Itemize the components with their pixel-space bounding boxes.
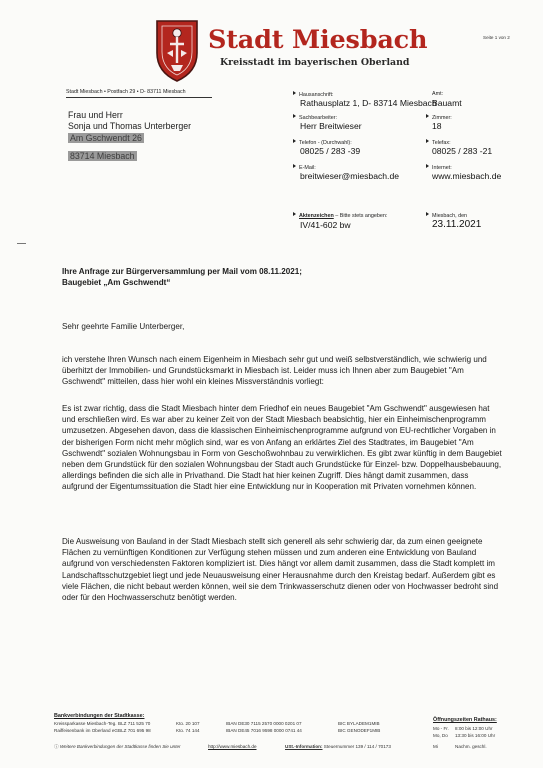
reference-label: Aktenzeichen – Bitte stets angeben: xyxy=(293,212,387,219)
bank1-bic: BIC BYLADEM1MIB xyxy=(338,721,380,726)
city-title: Stadt Miesbach xyxy=(208,25,428,55)
city-crest-logo xyxy=(153,17,201,83)
page-number: Seite 1 von 2 xyxy=(483,35,510,40)
paragraph-3: Die Ausweisung von Bauland in der Stadt Miesbach stellt sich generell als sehr schwierig dar, da zum einen geeignete Flächen zu vernünftigen Konditionen zur Verfügung stehen müssen und zum anderen eine Entwicklung von Bauland aufgrund von verschiedensten Faktoren kompliziert ist. Dies hängt vor allem damit zusammen, dass die Stadt komplett im Landschaftsschutzgebiet liegt und jede Neuausweisung einer Herausnahme durch den Kreistag bedarf. Außerdem gibt es viele Flächen, die nicht bebaut werden können, weil sie dem Trinkwasserschutz dienen oder von Hochwasser bedroht sind oder für den Hochwasserschutz benötigt werden. xyxy=(62,537,499,603)
bank2-iban: IBAN DE45 7016 9598 0000 0741 44 xyxy=(226,728,302,733)
recipient-line-2: Sonja und Thomas Unterberger xyxy=(68,121,192,132)
fold-mark xyxy=(17,243,26,244)
recipient-line-3-redacted xyxy=(68,133,191,144)
bank1-iban: IBAN DE30 7115 2570 0000 0201 07 xyxy=(226,721,302,726)
hours-row-2-time: 13:30 bis 16:00 Uhr xyxy=(455,733,496,738)
internet-value: www.miesbach.de xyxy=(432,171,502,181)
subject xyxy=(62,266,302,289)
email-label: E-Mail: xyxy=(293,164,316,171)
amt-value: Bauamt xyxy=(432,98,462,108)
sender-divider xyxy=(66,97,212,98)
amt-label: Amt: xyxy=(432,91,444,97)
redacted-city: 83714 Miesbach xyxy=(70,151,135,162)
date-value: 23.11.2021 xyxy=(432,219,482,230)
reference-value: IV/41-602 bw xyxy=(300,220,351,230)
hours-row-3-days: Mi xyxy=(433,744,438,749)
bank1-blz: BLZ 711 525 70 xyxy=(118,721,151,726)
paragraph-1: ich verstehe Ihren Wunsch nach einem Eigenheim in Miesbach sehr gut und weiß selbstverständlich, wie schwierig und überhitzt der Immobilien- und Grundstücksmarkt in Miesbach ist. Leider muss ich Ihnen aber zum Baugebiet "Am Gschwendt" mitteilen, dass hier wohl ein kleines Missverständnis vorliegt: xyxy=(62,355,487,387)
phone-value: 08025 / 283 -39 xyxy=(300,146,361,156)
email-value: breitwieser@miesbach.de xyxy=(300,171,400,181)
recipient-line-1: Frau und Herr xyxy=(68,110,123,120)
fax-label: Telefax: xyxy=(426,139,451,146)
hours-row-1-days: Mo - Fr. xyxy=(433,726,449,731)
paragraph-2: Es ist zwar richtig, dass die Stadt Miesbach hinter dem Friedhof ein neues Baugebiet "Am Gschwendt" ausgewiesen hat und erschließen wird. Es war aber zu keiner Zeit von der Stadt Miesbach beabsichtig, hier ein Einheimischenprogramm umzusetzen. Abgesehen davon, dass die klassischen Einheimischenprogramme aufgrund von EU-rechtlicher Vorgaben in der bisherigen Form nicht mehr möglich sind, war es von Anfang an erklärtes Ziel des Stadtrates, im Baugebiet "Am Gschwendt" sozialen Wohnungsbau in Form von Geschoßwohnbau zu verwirklichen. Es gibt zwar künftig in dem Baugebiet neben dem Grundstück für den sozialen Wohnungsbau der Stadt auch Grundstücke für Einzel- bzw. Doppelhausbebauung, allerdings befinden die sich alle in Privathand. Die Stadt hat hier keinen Zugriff. Dies hängt damit zusammen, dass aufgrund der Eigentumssituation die Stadt hier eine Entwicklung nur in Kooperation mit Privaten vornehmen können. xyxy=(62,404,502,492)
address-value: Rathausplatz 1, D- 83714 Miesbach xyxy=(300,98,437,108)
sender-line: Stadt Miesbach • Postfach 29 • D- 83711 Miesbach xyxy=(66,89,186,95)
phone-label: Telefon - (Durchwahl): xyxy=(293,139,352,146)
hours-row-2-days: Mo, Do xyxy=(433,733,448,738)
clerk-label: Sachbearbeiter: xyxy=(293,114,337,121)
internet-label: Internet: xyxy=(426,164,452,171)
bank1-name: Kreissparkasse Miesbach-Teg. xyxy=(54,721,117,726)
tax-info: USt.-Information: Steuernummer 139 / 114 / 70173 xyxy=(285,744,391,749)
redacted-street: Am Gschwendt 26 xyxy=(70,132,142,143)
address-label: Hausanschrift: xyxy=(293,91,333,98)
hours-row-1-time: 8:00 bis 12:00 Uhr xyxy=(455,726,493,731)
subject-line-1: Ihre Anfrage zur Bürgerversammlung per Mail vom 08.11.2021; xyxy=(62,267,302,276)
bank2-blz: BLZ 701 695 98 xyxy=(118,728,151,733)
bank2-bic: BIC GENODEF1MIB xyxy=(338,728,381,733)
bank2-kto: Kto. 74 144 xyxy=(176,728,200,733)
hours-heading: Öffnungszeiten Rathaus: xyxy=(433,717,497,723)
room-label: Zimmer: xyxy=(426,114,452,121)
fax-value: 08025 / 283 -21 xyxy=(432,146,493,156)
room-value: 18 xyxy=(432,121,442,131)
city-subtitle: Kreisstadt im bayerischen Oberland xyxy=(220,57,410,68)
bank1-kto: Kto. 20 107 xyxy=(176,721,200,726)
salutation: Sehr geehrte Familie Unterberger, xyxy=(62,322,185,331)
clerk-value: Herr Breitwieser xyxy=(300,121,362,131)
hours-row-3-time: Nachm. geschl. xyxy=(455,744,487,749)
bank2-name: Raiffeisenbank im Oberland eG xyxy=(54,728,119,733)
website-link[interactable]: http://www.miesbach.de xyxy=(208,744,257,749)
recipient-line-4-redacted xyxy=(68,151,191,162)
subject-line-2: Baugebiet „Am Gschwendt“ xyxy=(62,278,171,288)
date-label: Miesbach, den xyxy=(426,212,467,219)
more-banks-note: ⓘ Weitere Bankverbindungen der Stadtkasse finden Sie unter xyxy=(54,744,181,749)
bank-heading: Bankverbindungen der Stadtkasse: xyxy=(54,713,145,719)
recipient-address xyxy=(68,110,191,163)
